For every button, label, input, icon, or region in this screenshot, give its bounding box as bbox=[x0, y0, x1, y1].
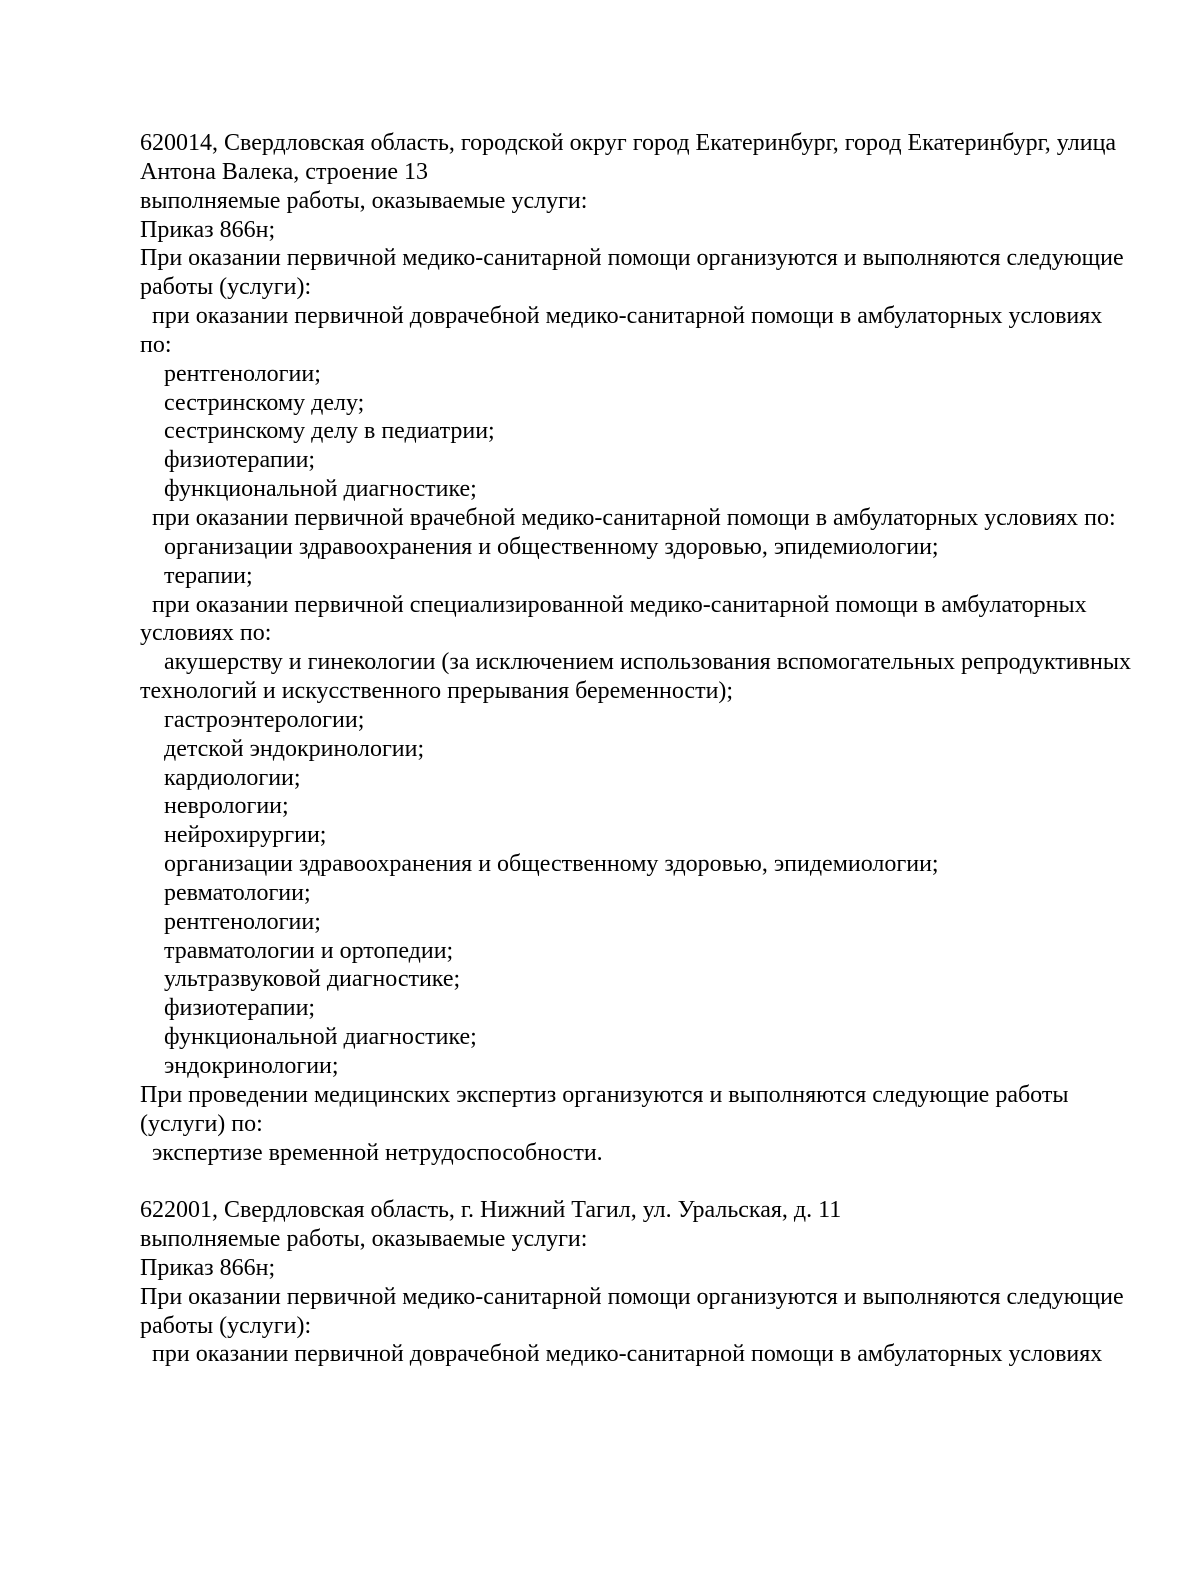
service-item: неврологии; bbox=[140, 793, 289, 820]
text-line: Приказ 866н; bbox=[140, 1254, 276, 1281]
service-item: ревматологии; bbox=[140, 879, 311, 906]
service-item: организации здравоохранения и общественному здоровью, эпидемиологии; bbox=[140, 851, 939, 878]
text-line: при оказании первичной доврачебной медико-санитарной помощи в амбулаторных условиях bbox=[140, 1341, 1103, 1368]
address-line: 620014, Свердловская область, городской округ город Екатеринбург, город Екатеринбург, улица bbox=[140, 130, 1117, 156]
text-line: выполняемые работы, оказываемые услуги: bbox=[140, 187, 588, 214]
service-item: акушерству и гинекологии (за исключением использования вспомогательных репродуктивных bbox=[140, 649, 1131, 676]
blank-line bbox=[140, 1167, 1150, 1196]
service-item: сестринскому делу в педиатрии; bbox=[140, 418, 495, 445]
text-line: работы (услуги): bbox=[140, 274, 312, 301]
service-item: травматологии и ортопедии; bbox=[140, 937, 454, 964]
text-line: условиях по: bbox=[140, 620, 272, 647]
text-line: при оказании первичной доврачебной медико-санитарной помощи в амбулаторных условиях bbox=[140, 303, 1103, 330]
service-item: нейрохирургии; bbox=[140, 822, 327, 849]
text-line: (услуги) по: bbox=[140, 1110, 263, 1137]
address-line: 622001, Свердловская область, г. Нижний Тагил, ул. Уральская, д. 11 bbox=[140, 1197, 842, 1224]
service-item: физиотерапии; bbox=[140, 995, 316, 1022]
text-line: по: bbox=[140, 331, 172, 358]
text-line: при оказании первичной специализированной медико-санитарной помощи в амбулаторных bbox=[140, 591, 1087, 618]
text-line: При оказании первичной медико-санитарной помощи организуются и выполняются следующие bbox=[140, 245, 1124, 272]
service-item: ультразвуковой диагностике; bbox=[140, 966, 461, 993]
address-line: Антона Валека, строение 13 bbox=[140, 158, 429, 185]
service-item: эндокринологии; bbox=[140, 1053, 339, 1079]
service-item: экспертизе временной нетрудоспособности. bbox=[140, 1139, 603, 1166]
service-item: рентгенологии; bbox=[140, 360, 321, 387]
service-item: физиотерапии; bbox=[140, 447, 316, 474]
text-line: работы (услуги): bbox=[140, 1312, 312, 1339]
text-line: При оказании первичной медико-санитарной помощи организуются и выполняются следующие bbox=[140, 1283, 1124, 1310]
service-item: функциональной диагностике; bbox=[140, 476, 477, 503]
text-line: Приказ 866н; bbox=[140, 216, 276, 243]
service-item: гастроэнтерологии; bbox=[140, 706, 365, 733]
text-line: При проведении медицинских экспертиз организуются и выполняются следующие работы bbox=[140, 1081, 1069, 1108]
service-item: сестринскому делу; bbox=[140, 389, 365, 416]
text-line: выполняемые работы, оказываемые услуги: bbox=[140, 1226, 588, 1253]
service-item: технологий и искусственного прерывания беременности); bbox=[140, 678, 734, 705]
service-item: терапии; bbox=[140, 562, 253, 589]
service-item: детской эндокринологии; bbox=[140, 735, 425, 762]
text-line: при оказании первичной врачебной медико-санитарной помощи в амбулаторных условиях по: bbox=[140, 504, 1116, 531]
service-item: функциональной диагностике; bbox=[140, 1024, 477, 1051]
service-item: организации здравоохранения и общественному здоровью, эпидемиологии; bbox=[140, 533, 939, 560]
service-item: кардиологии; bbox=[140, 764, 301, 791]
service-item: рентгенологии; bbox=[140, 908, 321, 935]
